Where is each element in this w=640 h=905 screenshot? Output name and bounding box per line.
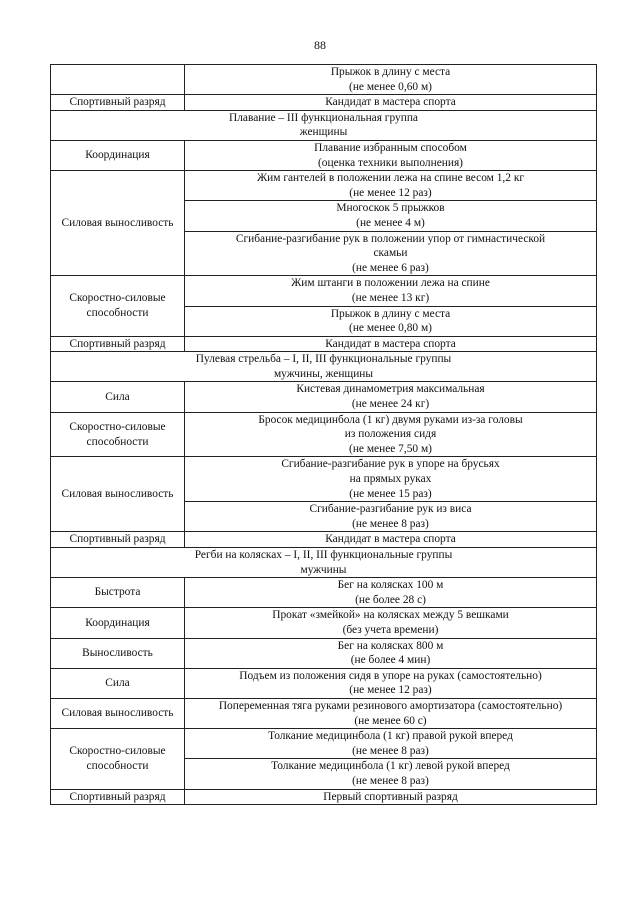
table-row [51,276,597,306]
table-row [51,412,597,457]
table-row [51,457,597,502]
test-cell [185,502,597,532]
page-number: 88 [314,38,326,52]
indicator-cell: Координация [51,140,185,170]
indicator-cell: Силовая выносливость [51,457,185,532]
test-cell [185,457,597,502]
test-cell [185,412,597,457]
test-cell [185,729,597,759]
table-row [51,171,597,201]
indicator-cell: Скоростно-силовые способности [51,729,185,789]
test-line: (не менее 8 раз) [352,774,429,787]
test-line: Сгибание-разгибание рук из виса [309,503,472,516]
test-line: Сгибание-разгибание рук в упоре на брусьях [281,458,500,471]
section-header [51,548,597,578]
test-cell [185,638,597,668]
test-line: Прыжок в длину с места [330,307,451,320]
test-cell [185,382,597,412]
indicator-cell: Сила [51,382,185,412]
table-row [51,382,597,412]
test-line: Кандидат в мастера спорта [325,337,456,350]
test-cell [185,759,597,789]
test-cell [185,532,597,548]
test-line: (не менее 4 м) [356,216,425,229]
test-line: Подъем из положения сидя в упоре на руках (самостоятельно) [239,669,542,682]
section-header-line: женщины [299,126,348,139]
test-line: (не менее 24 кг) [351,398,430,411]
table-row [51,65,597,95]
test-line: (оценка техники выполнения) [318,156,463,169]
table-row [51,789,597,805]
test-line: (не менее 13 кг) [351,291,430,304]
test-line: (не более 4 мин) [350,654,431,667]
table-row [51,336,597,352]
test-line: Прокат «змейкой» на колясках между 5 вешками [272,609,509,622]
test-line: Кистевая динамометрия максимальная [296,383,485,396]
indicator-cell: Быстрота [51,578,185,608]
test-line: (не менее 0,60 м) [349,80,432,93]
indicator-cell: Координация [51,608,185,638]
test-line: Жим гантелей в положении лежа на спине весом 1,2 кг [256,172,525,185]
table-row [51,638,597,668]
test-line: Первый спортивный разряд [323,790,458,803]
test-line: (не менее 12 раз) [349,684,432,697]
table-row [51,532,597,548]
indicator-cell: Спортивный разряд [51,336,185,352]
section-header-line: Пулевая стрельба – I, II, III функциональные группы [195,353,452,366]
test-cell [185,171,597,201]
test-line: Кандидат в мастера спорта [325,533,456,546]
test-cell [185,306,597,336]
test-cell [185,608,597,638]
table-row [51,95,597,111]
test-cell [185,95,597,111]
standards-table [50,64,597,805]
indicator-cell: Сила [51,668,185,698]
test-line: Жим штанги в положении лежа на спине [291,277,490,290]
test-line: из положения сидя [344,428,437,441]
section-header-line: мужчины, женщины [273,367,374,380]
section-header-line: Плавание – III функциональная группа [229,111,418,124]
indicator-cell: Силовая выносливость [51,698,185,728]
test-line: Сгибание-разгибание рук в положении упор от гимнастической [235,232,546,245]
indicator-cell: Выносливость [51,638,185,668]
table-row [51,729,597,759]
test-line: Многоскок 5 прыжков [336,202,445,215]
indicator-cell: Спортивный разряд [51,789,185,805]
section-header-line: Регби на колясках – I, II, III функциональные группы [194,549,453,561]
test-cell [185,201,597,231]
test-line: Плавание избранным способом [314,141,467,154]
indicator-cell: Скоростно-силовые способности [51,412,185,457]
indicator-cell [51,65,185,95]
test-cell [185,336,597,352]
test-cell [185,698,597,728]
test-line: Бег на колясках 100 м [337,579,444,592]
standards-table-body [51,65,597,805]
indicator-cell: Спортивный разряд [51,95,185,111]
test-line: (не менее 60 с) [354,714,427,727]
test-cell [185,668,597,698]
indicator-cell: Спортивный разряд [51,532,185,548]
section-header [51,110,597,140]
indicator-cell: Силовая выносливость [51,171,185,276]
test-line: (не менее 8 раз) [352,517,429,530]
test-cell [185,65,597,95]
test-line: Кандидат в мастера спорта [325,96,456,109]
test-cell [185,789,597,805]
indicator-cell: Скоростно-силовые способности [51,276,185,336]
section-header-row [51,110,597,140]
test-cell [185,231,597,276]
table-row [51,140,597,170]
test-cell [185,276,597,306]
section-header-line: мужчины [300,563,347,576]
test-cell [185,578,597,608]
test-line: (не менее 6 раз) [352,261,429,274]
test-line: Попеременная тяга руками резинового амортизатора (самостоятельно) [218,699,563,712]
test-line: Прыжок в длину с места [330,66,451,78]
test-line: Бег на колясках 800 м [337,639,444,652]
test-line: Толкание медицинбола (1 кг) правой рукой вперед [268,730,513,743]
test-line: (не менее 15 раз) [349,487,432,500]
section-header-row [51,548,597,578]
table-row [51,608,597,638]
test-line: (не менее 8 раз) [352,744,429,757]
test-line: на прямых руках [349,473,432,486]
test-line: (не менее 7,50 м) [349,442,432,455]
test-cell [185,140,597,170]
table-row [51,698,597,728]
test-line: (без учета времени) [342,623,439,636]
test-line: (не менее 12 раз) [349,186,432,199]
table-row [51,668,597,698]
test-line: скамьи [373,247,408,260]
table-row [51,578,597,608]
test-line: Толкание медицинбола (1 кг) левой рукой вперед [271,760,510,773]
test-line: Бросок медицинбола (1 кг) двумя руками из-за головы [258,413,523,426]
test-line: (не менее 0,80 м) [349,322,432,335]
section-header [51,352,597,382]
test-line: (не более 28 с) [355,593,426,606]
section-header-row [51,352,597,382]
